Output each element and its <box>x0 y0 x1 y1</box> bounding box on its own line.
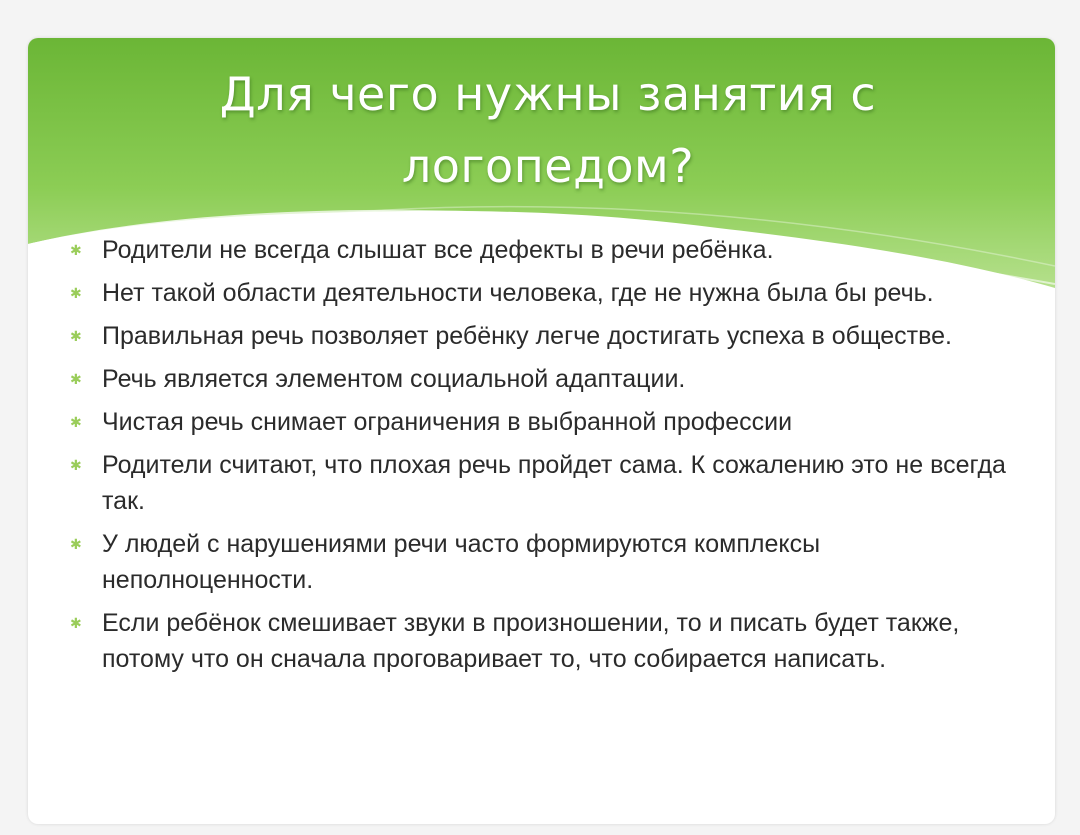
list-item <box>68 361 1038 397</box>
asterisk-bullet-icon: ✱ <box>70 286 82 302</box>
list-item <box>68 404 1038 440</box>
asterisk-bullet-icon: ✱ <box>70 329 82 345</box>
asterisk-bullet-icon: ✱ <box>70 537 82 553</box>
asterisk-bullet-icon: ✱ <box>70 415 82 431</box>
slide <box>28 38 1055 824</box>
slide-title: Для чего нужны занятия с логопедом? <box>219 67 877 193</box>
bullet-text: Чистая речь снимает ограничения в выбранной профессии <box>102 408 793 436</box>
list-item <box>68 275 1038 311</box>
asterisk-bullet-icon: ✱ <box>70 458 82 474</box>
list-item <box>68 447 1038 519</box>
asterisk-bullet-icon: ✱ <box>70 372 82 388</box>
bullet-text: Правильная речь позволяет ребёнку легче достигать успеха в обществе. <box>102 322 952 350</box>
bullet-text: Если ребёнок смешивает звуки в произношении, то и писать будет также, потому что он сначала проговаривает то, что собирается написать. <box>102 609 960 673</box>
list-item <box>68 605 1038 677</box>
bullet-text: Родители не всегда слышат все дефекты в речи ребёнка. <box>102 236 774 264</box>
bullet-text: У людей с нарушениями речи часто формируются комплексы неполноценности. <box>102 530 821 594</box>
list-item <box>68 232 1038 268</box>
bullet-text: Нет такой области деятельности человека, где не нужна была бы речь. <box>102 279 934 307</box>
list-item <box>68 318 1038 354</box>
asterisk-bullet-icon: ✱ <box>70 616 82 632</box>
bullet-list <box>68 232 1038 684</box>
asterisk-bullet-icon: ✱ <box>70 243 82 259</box>
bullet-text: Речь является элементом социальной адаптации. <box>102 365 686 393</box>
list-item <box>68 526 1038 598</box>
bullet-text: Родители считают, что плохая речь пройдет сама. К сожалению это не всегда так. <box>102 451 1006 515</box>
